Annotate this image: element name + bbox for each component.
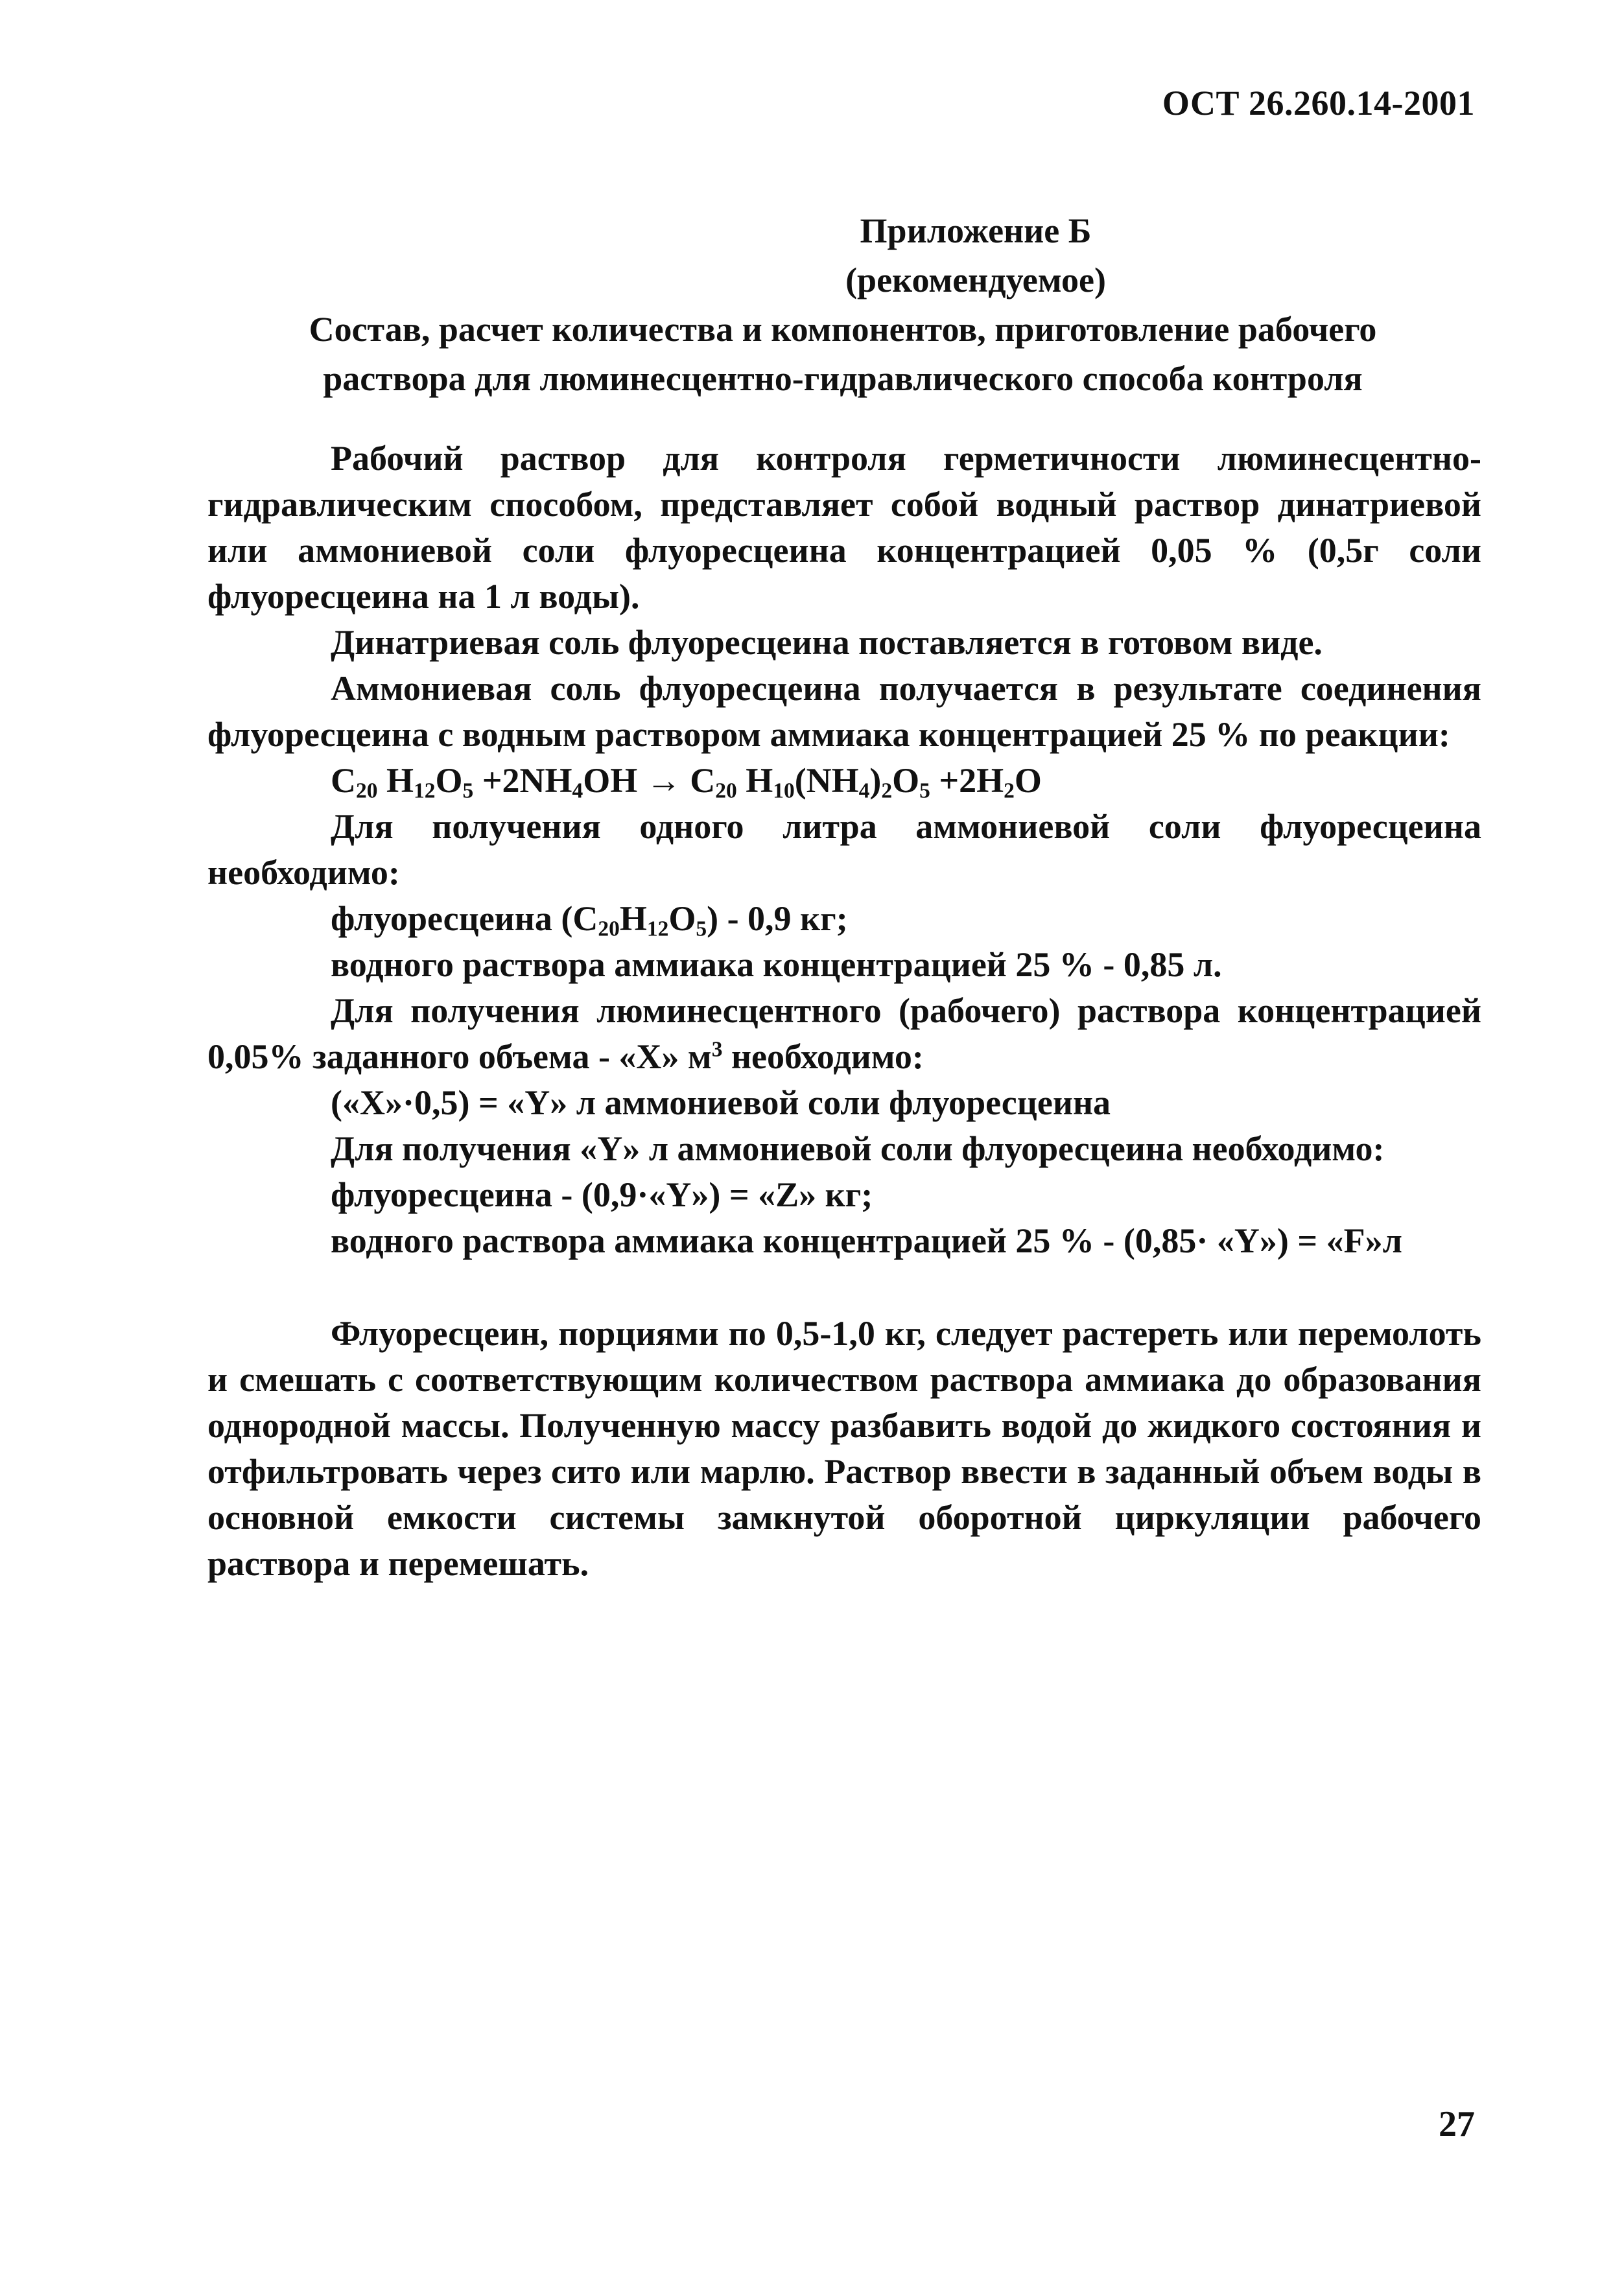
paragraph-for-y: Для получения «Y» л аммониевой соли флуоресцеина необходимо: [331, 1129, 1385, 1168]
paragraph-target-volume: Для получения люминесцентного (рабочего) раствора концентрацией 0,05% заданного объема - «X» $м^3$ необходимо: [207, 991, 1481, 1076]
requirement-ammonia: водного раствора аммиака концентрацией 25 % - 0,85 л. [331, 945, 1222, 984]
target-volume-text: Для получения люминесцентного (рабочего) раствора концентрацией 0,05% заданного объема - «X» м [207, 991, 1481, 1076]
paragraph-preparation: Флуоресцеин, порциями по 0,5-1,0 кг, следует растереть или перемолоть и смешать с соответствующим количеством раствора аммиака до образования однородной массы. Полученную массу разбавить водой до жидкого состояния и отфильтровать через сито или марлю. Раствор ввести в заданный объем воды в основной емкости системы замкнутой оборотной циркуляции рабочего раствора и перемешать. [207, 1314, 1481, 1583]
paragraph-one-liter: Для получения одного литра аммониевой соли флуоресцеина необходимо: [207, 807, 1481, 892]
reaction-equation: $C_{20}$ $H_{12}O_5 +2NH_4OH \to C_{20}$ $H_{10}(NH_4)_2O_5 +2H_2O$ [331, 761, 1042, 803]
paragraph-working-solution: Рабочий раствор для контроля герметичности люминесцентно-гидравлическим способом, представляет собой водный раствор динатриевой или аммониевой соли флуоресцеина концентрацией 0,05 % (0,5г соли флуоресцеина на 1 л воды). [207, 439, 1481, 616]
document-code: ОСТ 26.260.14-2001 [1162, 84, 1475, 123]
paragraph-gap [207, 1264, 1481, 1311]
calculation-f: водного раствора аммиака концентрацией 25 % - (0,85· «Y») = «F»л [331, 1221, 1402, 1260]
calculation-y: («X»·0,5) = «Y» л аммониевой соли флуоресцеина [331, 1083, 1111, 1122]
appendix-title-line1: Состав, расчет количества и компонентов, приготовление рабочего [309, 310, 1377, 349]
requirement-fluorescein-amount: ) - 0,9 кг; [707, 899, 848, 938]
calculation-z: флуоресцеина - (0,9·«Y») = «Z» кг; [331, 1175, 873, 1214]
paragraph-ammonium-salt: Аммониевая соль флуоресцеина получается в результате соединения флуоресцеина с водным раствором аммиака концентрацией 25 % по реакции: [207, 669, 1481, 754]
requirement-fluorescein: флуоресцеина $(C_{20}H_{12}O_5) - 0,9$ кг; [331, 899, 848, 941]
appendix-label: Приложение Б [860, 211, 1092, 250]
appendix-title-line2: раствора для люминесцентно-гидравлического способа контроля [323, 359, 1363, 398]
appendix-heading [207, 206, 1478, 403]
appendix-status: (рекомендуемое) [845, 261, 1106, 299]
document-body [207, 436, 1481, 1587]
page-number: 27 [1439, 2104, 1475, 2144]
paragraph-disodium-salt: Динатриевая соль флуоресцеина поставляется в готовом виде. [331, 623, 1323, 662]
target-volume-suffix: необходимо: [722, 1037, 924, 1076]
